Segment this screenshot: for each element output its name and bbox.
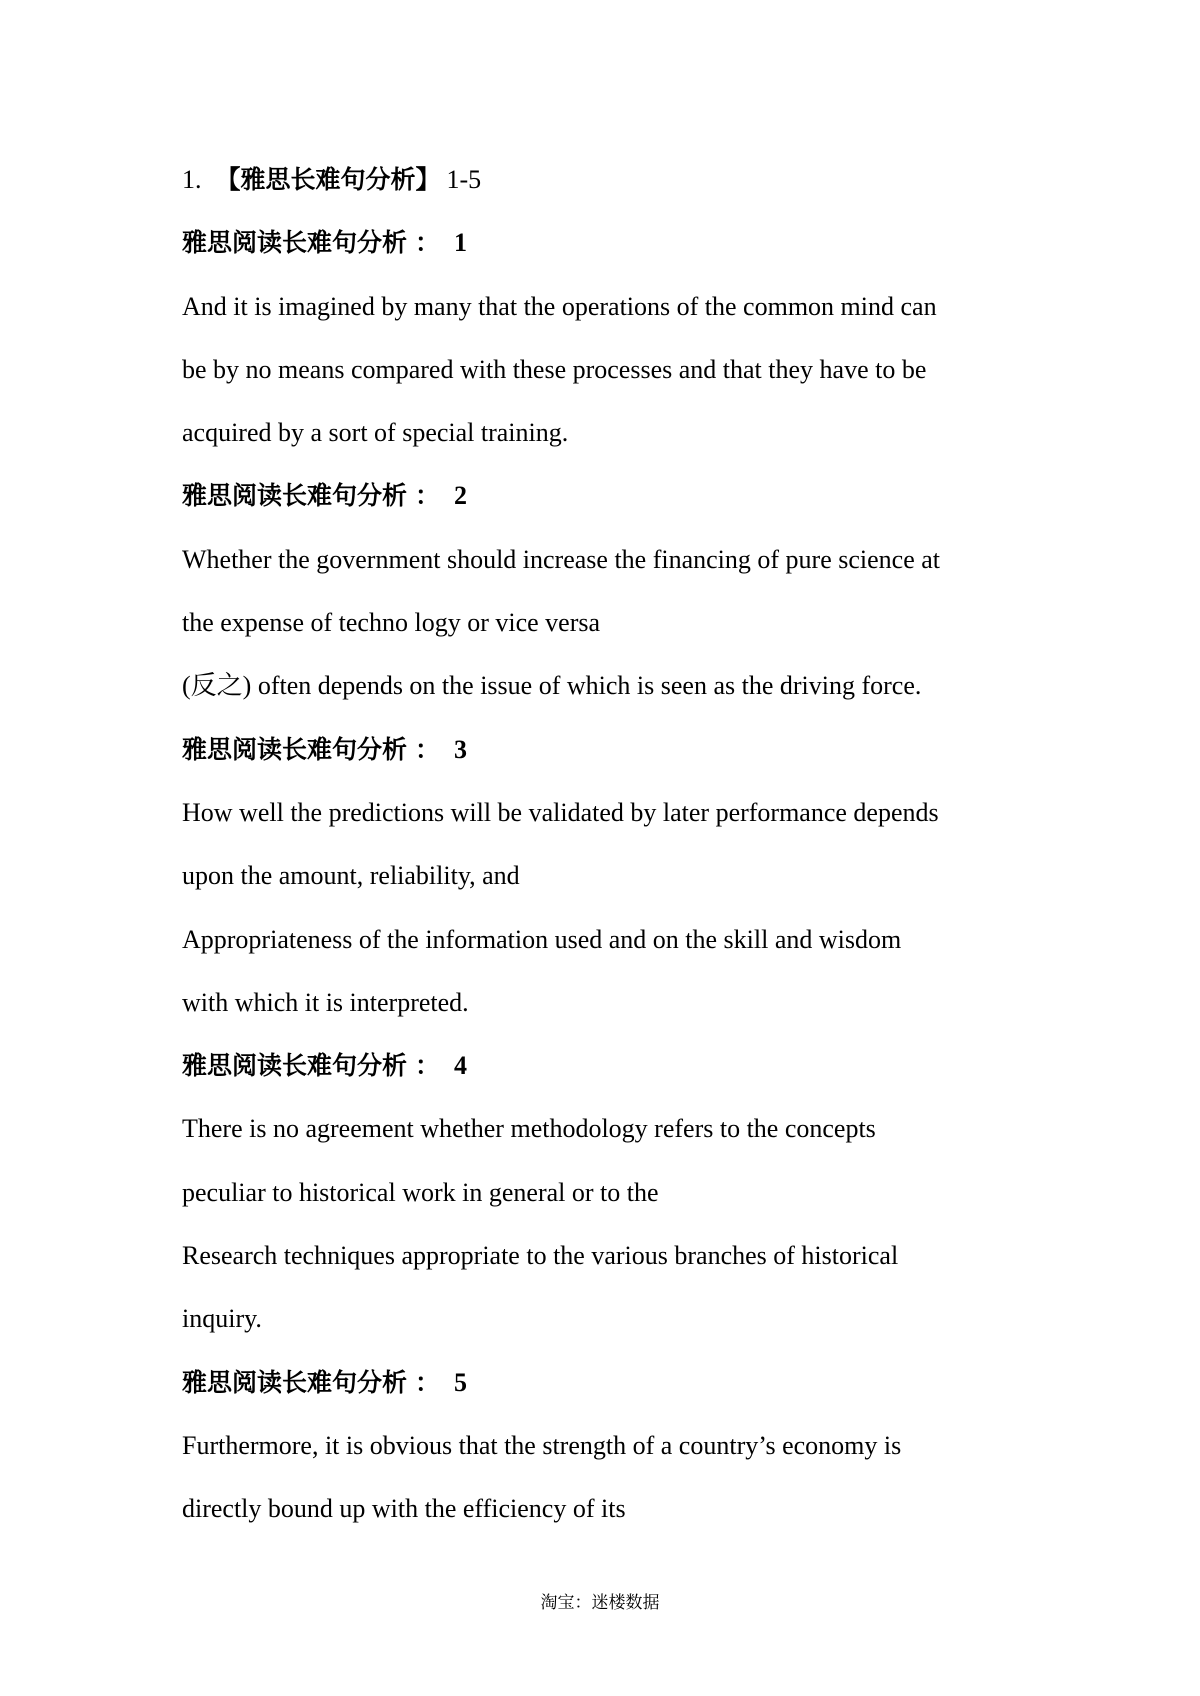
section-heading-label: 雅思阅读长难句分析 [182,228,408,258]
title-label: 【雅思长难句分析】 [215,165,441,194]
sentence-line: the expense of techno logy or vice versa [182,608,601,638]
sentence-line: And it is imagined by many that the operations of the common mind can [182,291,937,321]
document-body [182,148,1042,1541]
page-footer: 淘宝：迷楼数据 [540,1593,660,1613]
section-heading-index: 5 [454,1367,468,1397]
section-heading [182,464,1042,527]
sentence-line: directly bound up with the efficiency of its [182,1494,626,1524]
section-heading-colon: ： [415,734,441,764]
sentence-line: Research techniques appropriate to the various branches of historical [182,1241,899,1271]
document-title [182,148,1042,211]
section-heading-colon: ： [415,228,441,258]
section-heading-index: 1 [454,228,468,258]
section-heading-label: 雅思阅读长难句分析 [182,1367,408,1397]
section-heading-colon: ： [415,481,441,511]
sentence-line: How well the predictions will be validated by later performance depends [182,797,939,827]
section-heading-index: 3 [454,734,468,764]
sentence-line: There is no agreement whether methodology refers to the concepts [182,1114,876,1144]
sentence-line: acquired by a sort of special training. [182,418,569,448]
section-heading-label: 雅思阅读长难句分析 [182,1051,408,1081]
section-heading-label: 雅思阅读长难句分析 [182,481,408,511]
title-range: 1-5 [446,165,482,194]
section-heading [182,1034,1042,1097]
section-heading-colon: ： [415,1051,441,1081]
section-heading-label: 雅思阅读长难句分析 [182,734,408,764]
title-number: 1. [182,165,202,194]
sentence-line: with which it is interpreted. [182,987,469,1017]
sentence-line: Whether the government should increase the financing of pure science at [182,544,941,574]
section-heading-index: 4 [454,1051,468,1081]
sentence-line: Furthermore, it is obvious that the strength of a country’s economy is [182,1430,902,1460]
sentence-line: inquiry. [182,1304,262,1334]
sentence-line: (反之) often depends on the issue of which is seen as the driving force. [182,671,922,701]
sentence-line: be by no means compared with these processes and that they have to be [182,354,927,384]
section-heading-index: 2 [454,481,468,511]
section-heading [182,1351,1042,1414]
sentence-line: peculiar to historical work in general or to the [182,1177,659,1207]
section-heading-colon: ： [415,1367,441,1397]
section-heading [182,718,1042,781]
sentence-line: upon the amount, reliability, and [182,861,520,891]
section-heading [182,211,1042,274]
sentence-line: Appropriateness of the information used and on the skill and wisdom [182,924,902,954]
